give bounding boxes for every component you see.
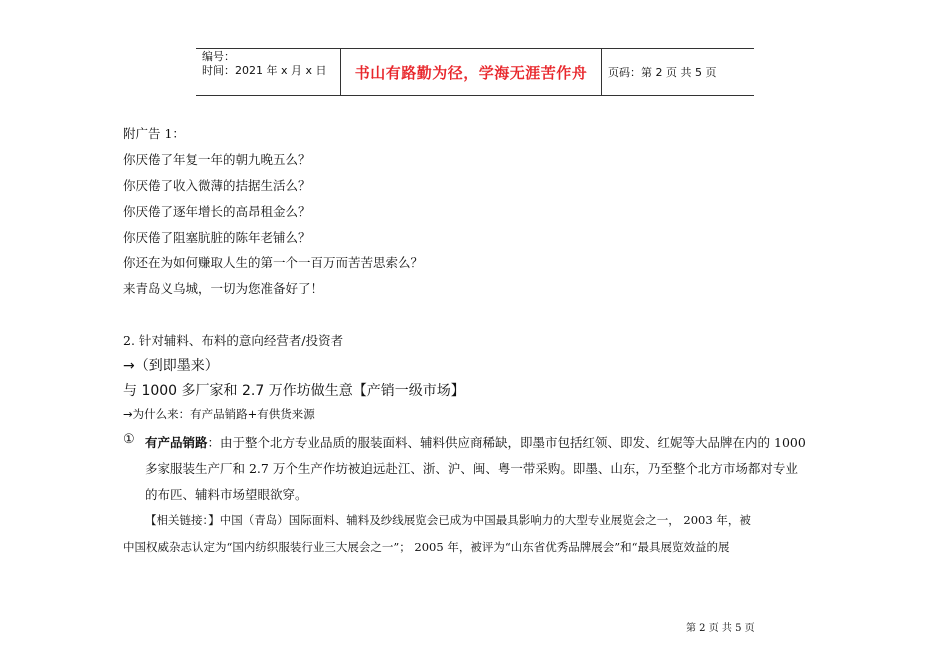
point-1-line-1: [145, 433, 806, 451]
ad-line-1: 你厌倦了年复一年的朝九晚五么？: [123, 152, 311, 167]
section-heading: 2. 针对辅料、布料的意向经营者/投资者: [123, 333, 344, 348]
header-meta: [196, 49, 340, 95]
ad-line-2: 你厌倦了收入微薄的拮据生活么？: [123, 178, 311, 193]
point-1-line-3: 的布匹、辅料市场望眼欲穿。: [145, 487, 308, 502]
header-motto: 书山有路勤为径，学海无涯苦作舟: [340, 49, 602, 95]
ad-line-3: 你厌倦了逐年增长的高昂租金么？: [123, 204, 311, 219]
main-statement: 与 1000 多厂家和 2.7 万作坊做生意【产销一级市场】: [123, 383, 465, 399]
why-line: →为什么来：有产品销路+有供货来源: [123, 407, 315, 421]
point-1-label: 有产品销路: [145, 435, 208, 450]
point-1-marker: ①: [123, 432, 135, 447]
page-footer: 第 2 页 共 5 页: [686, 623, 755, 634]
point-1-text-1: ：由于整个北方专业品质的服装面料、辅料供应商稀缺，即墨市包括红领、即发、红妮等大品牌在内的 1000: [207, 435, 806, 450]
ad-line-6: 来青岛义乌城，一切为您准备好了！: [123, 281, 324, 296]
ad-line-5: 你还在为如何赚取人生的第一个一百万而苦苦思索么？: [123, 255, 424, 270]
page-header: [196, 48, 754, 96]
ad-title: 附广告 1：: [123, 126, 185, 141]
point-1-line-2: 多家服装生产厂和 2.7 万个生产作坊被迫远赴江、浙、沪、闽、粤一带采购。即墨、山东，乃至整个北方市场都对专业: [145, 461, 798, 476]
serial-label: 编号：: [202, 50, 235, 63]
time-label: 时间：2021 年 x 月 x 日: [202, 64, 327, 77]
related-link-line-1: 【相关链接：】中国（青岛）国际面料、辅料及纱线展览会已成为中国最具影响力的大型专业展览会之一， 2003 年，被: [145, 513, 751, 527]
arrow-line: →（到即墨来）: [123, 358, 219, 374]
related-link-line-2: 中国权威杂志认定为“国内纺织服装行业三大展会之一”； 2005 年，被评为“山东省优秀品牌展会”和“最具展览效益的展: [123, 540, 730, 554]
ad-line-4: 你厌倦了阻塞肮脏的陈年老铺么？: [123, 230, 311, 245]
header-page-info: 页码：第 2 页 共 5 页: [608, 66, 717, 79]
